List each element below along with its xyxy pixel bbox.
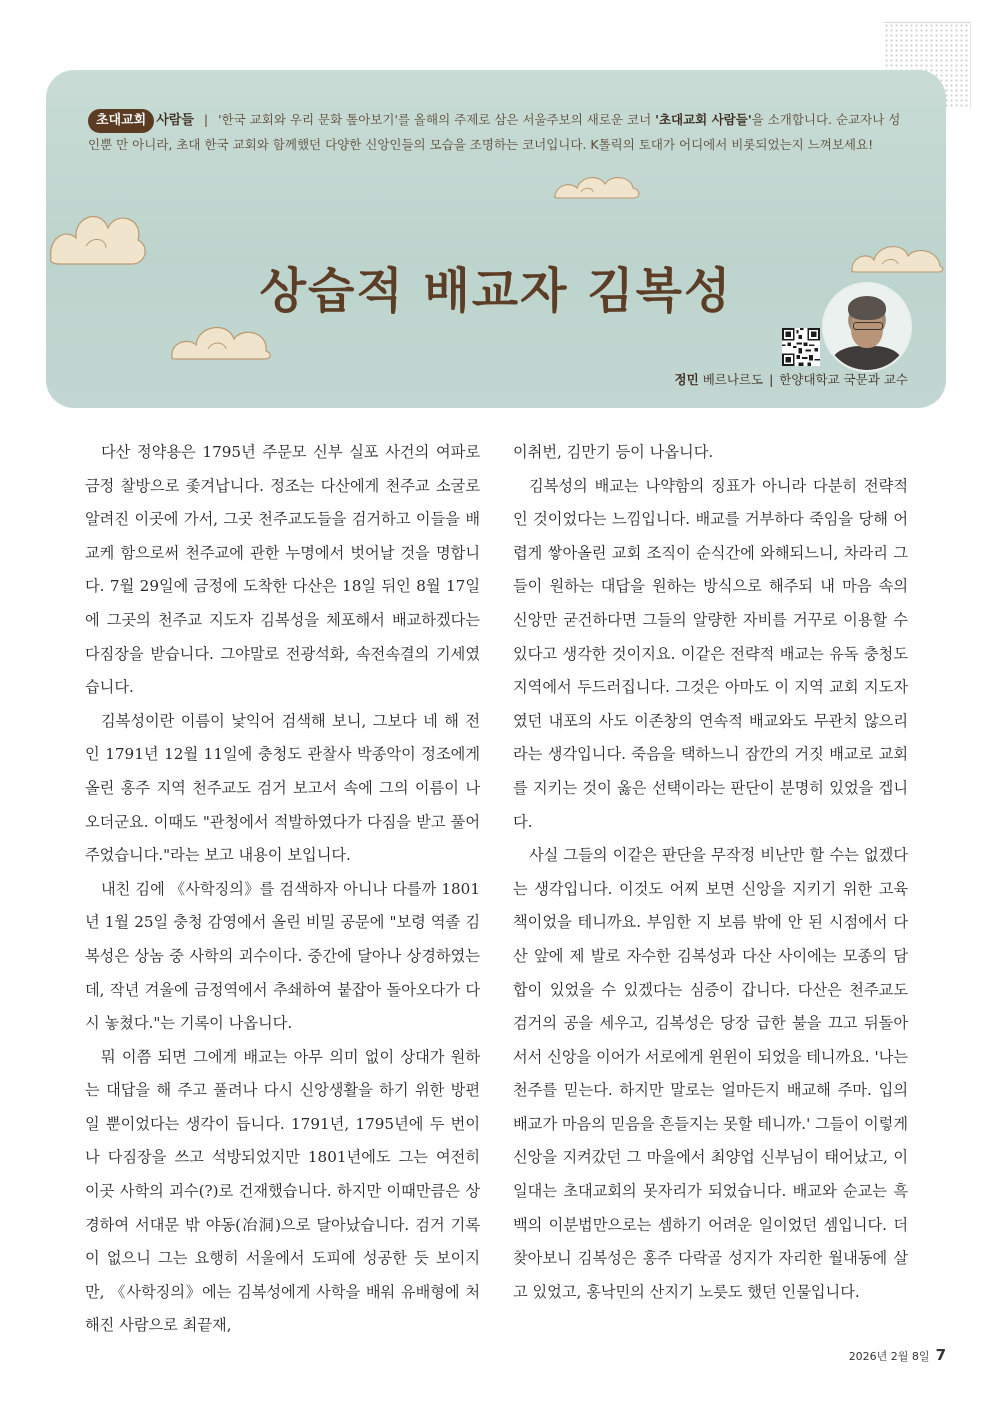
divider: |	[203, 112, 209, 127]
issue-date: 2026년 2월 8일	[848, 1350, 930, 1363]
paragraph: 이취번, 김만기 등이 나옵니다.	[513, 443, 714, 461]
author-photo	[822, 282, 912, 372]
qr-code-icon[interactable]	[782, 328, 820, 366]
cloud-icon	[166, 315, 276, 365]
author-baptismal-name: 베르나르도	[702, 372, 764, 387]
article-title: 상습적 배교자 김복성	[259, 263, 733, 319]
paragraph: 김복성의 배교는 나약함의 징표가 아니라 다분히 전략적인 것이었다는 느낌입니다. 배교를 거부하다 죽임을 당해 어렵게 쌓아올린 교회 조직이 순식간에 와해되느니, 차라리 그들이 원하는 대답을 원하는 방식으로 해주되 내 마음 속의 신앙만 굳건하다면 그들의 알량한 자비를 거꾸로 이용할 수 있다고 생각한 것이지요. 이같은 전략적 배교는 유독 충청도 지역에서 두드러집니다. 그것은 아마도 이 지역 교회 지도자였던 내포의 사도 이존창의 연속적 배교와도 무관치 않으리라는 생각입니다. 죽음을 택하느니 잠깐의 거짓 배교로 교회를 지키는 것이 옳은 선택이라는 판단이 분명히 있었을 겝니다.	[513, 476, 908, 831]
article-column-right	[513, 436, 908, 1309]
corner-intro	[88, 108, 908, 156]
intro-text-post: 을 소개합니다. 순교자나 성인뿐 만 아니라, 초대 한국 교회와 함께했던 다양한 신앙인들의 모습을 조명하는 코너입니다. K톨릭의 토대가 어디에서 비롯되었는지 느껴보세요!	[88, 112, 901, 152]
author-byline	[675, 370, 908, 388]
page-footer	[849, 1346, 946, 1364]
paragraph: 사실 그들의 이같은 판단을 무작정 비난만 할 수는 없겠다는 생각입니다. 이것도 어찌 보면 신앙을 지키기 위한 고육책이었을 테니까요. 부임한 지 보름 밖에 안 된 시점에서 다산 앞에 제 발로 자수한 김복성과 다산 사이에는 모종의 담합이 있었을 수 있겠다는 심증이 갑니다. 다산은 천주교도 검거의 공을 세우고, 김복성은 당장 급한 불을 끄고 뒤돌아서서 신앙을 이어가 서로에게 윈윈이 되었을 테니까요. '나는 천주를 믿는다. 하지만 말로는 얼마든지 배교해 주마. 입의 배교가 마음의 믿음을 흔들지는 못할 테니까.' 그들이 이렇게 신앙을 지켜갔던 그 마을에서 최양업 신부님이 태어났고, 이 일대는 초대교회의 못자리가 되었습니다. 배교와 순교는 흑백의 이분법만으로는 셈하기 어려운 일이었던 셈입니다. 더 찾아보니 김복성은 홍주 다락골 성지가 자리한 월내동에 살고 있었고, 홍낙민의 산지기 노릇도 했던 인물입니다.	[513, 846, 908, 1301]
intro-text-pre: '한국 교회와 우리 문화 톺아보기'를 올해의 주제로 삼은 서울주보의 새로운 코너	[218, 112, 656, 127]
header-banner	[46, 70, 946, 408]
page-number: 7	[935, 1346, 946, 1364]
paragraph: 김복성이란 이름이 낯익어 검색해 보니, 그보다 네 해 전인 1791년 12월 11일에 충청도 관찰사 박종악이 정조에게 올린 홍주 지역 천주교도 검거 보고서 속에 그의 이름이 나오더군요. 이때도 "관청에서 적발하였다가 다짐을 받고 풀어 주었습니다."라는 보고 내용이 보입니다.	[85, 711, 480, 865]
paragraph: 뭐 이쯤 되면 그에게 배교는 아무 의미 없이 상대가 원하는 대답을 해 주고 풀려나 다시 신앙생활을 하기 위한 방편일 뿐이었다는 생각이 듭니다. 1791년, 1795년에 두 번이나 다짐장을 쓰고 석방되었지만 1801년에도 그는 여전히 이곳 사학의 괴수(?)로 건재했습니다. 하지만 이때만큼은 상경하여 서대문 밖 야동(冶洞)으로 달아났습니다. 검거 기록이 없으니 그는 요행히 서울에서 도피에 성공한 듯 보이지만, 《사학징의》에는 김복성에게 사학을 배워 유배형에 처해진 사람으로 최끝재,	[85, 1047, 480, 1335]
cloud-icon	[551, 170, 643, 202]
corner-name: 사람들	[156, 113, 194, 128]
divider: |	[769, 372, 774, 387]
author-affiliation: 한양대학교 국문과 교수	[779, 372, 908, 387]
author-name: 정민	[674, 372, 699, 387]
intro-highlight: '초대교회 사람들'	[655, 112, 752, 127]
paragraph: 다산 정약용은 1795년 주문모 신부 실포 사건의 여파로 금정 찰방으로 좇겨납니다. 정조는 다산에게 천주교 소굴로 알려진 이곳에 가서, 그곳 천주교도들을 검거하고 이들을 배교케 함으로써 천주교에 관한 누명에서 벗어날 것을 명합니다. 7월 29일에 금정에 도착한 다산은 18일 뒤인 8월 17일에 그곳의 천주교 지도자 김복성을 체포해서 배교하겠다는 다짐장을 받습니다. 그야말로 전광석화, 속전속결의 기세였습니다.	[85, 443, 480, 697]
paragraph: 내친 김에 《사학징의》를 검색하자 아니나 다를까 1801년 1월 25일 충청 감영에서 올린 비밀 공문에 "보령 역졸 김복성은 상놈 중 사학의 괴수이다. 중간에 달아나 상경하였는데, 작년 겨울에 금정역에서 추쇄하여 붙잡아 돌아오다가 다시 놓쳤다."는 기록이 나옵니다.	[85, 879, 480, 1033]
article-column-left	[85, 436, 480, 1343]
corner-badge: 초대교회	[88, 109, 154, 133]
